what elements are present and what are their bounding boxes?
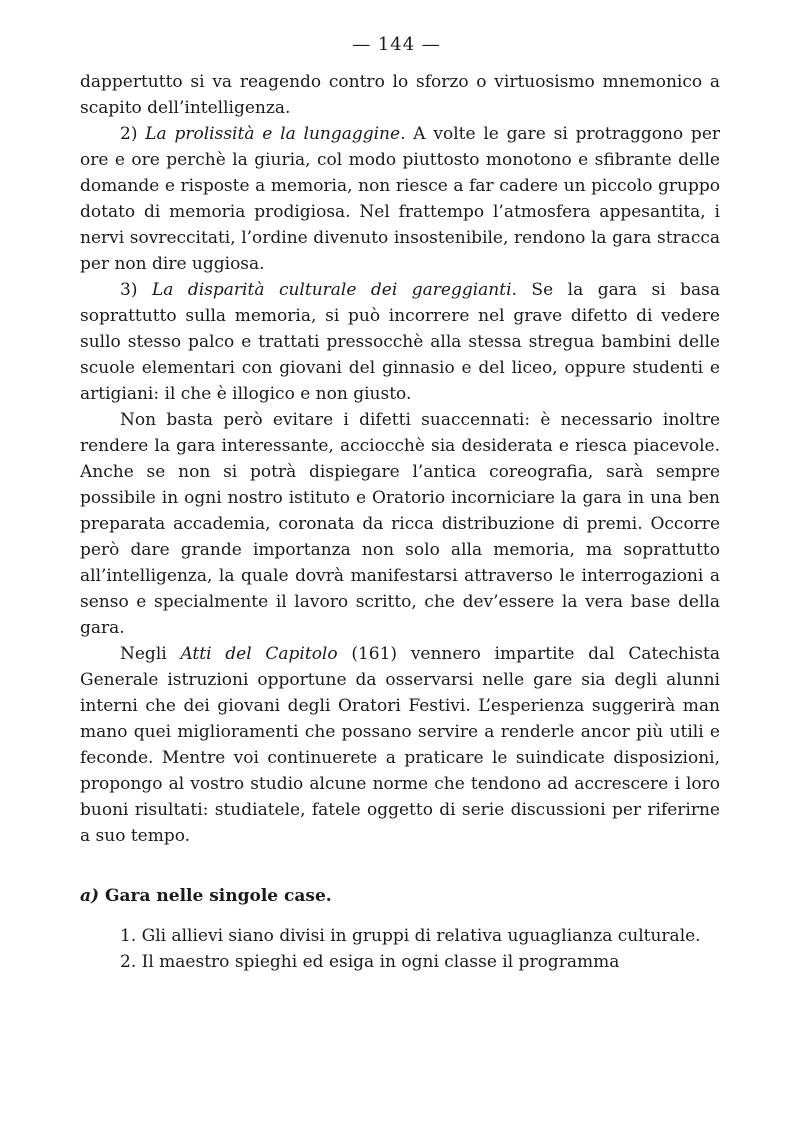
paragraph-title-italic: La disparità culturale dei gareggianti. — [151, 280, 517, 300]
paragraph-continuation: dappertutto si va reagendo contro lo sforzo o virtuosismo mnemonico a scapito dell’intelligenza. — [80, 72, 720, 118]
section-title: Gara nelle singole case. — [99, 886, 332, 906]
list-item: 1. Gli allievi siano divisi in gruppi di relativa uguaglianza culturale. — [120, 926, 701, 946]
page-number: — 144 — — [352, 34, 441, 55]
body-text — [80, 69, 720, 975]
paragraph-text: Se la gara si basa soprattutto sulla memoria, si può incorrere nel grave difetto di vedere sullo stesso palco e trattati pressocchè alla stessa stregua bambini delle scuole elementari con giovani del ginnasio e del liceo, oppure studenti e artigiani: il che è illogico e non giusto. — [80, 280, 720, 404]
list-item: 2. Il maestro spieghi ed esiga in ogni classe il programma — [120, 952, 620, 972]
heading-spacer — [80, 909, 720, 923]
section-letter: a) — [80, 886, 100, 906]
citation-italic: Atti del Capitolo — [180, 644, 338, 664]
section-heading — [80, 883, 720, 909]
paragraph-text: A volte le gare si protraggono per ore e ore perchè la giuria, col modo piuttosto monotono e sfibrante delle domande e risposte a memoria, non riesce a far cadere un piccolo gruppo dotato di memoria prodigiosa. Nel frattempo l’atmosfera appesantita, i nervi sovreccitati, l’ordine divenuto insostenibile, rendono la gara stracca per non dire uggiosa. — [80, 124, 721, 274]
paragraph-non-basta: Non basta però evitare i difetti suaccennati: è necessario inoltre rendere la gara interessante, acciocchè sia desiderata e riesca piacevole. Anche se non si potrà dispiegare l’antica coreografia, sarà sempre possibile in ogni nostro istituto e Oratorio incorniciare la gara in una ben preparata accademia, coronata da ricca distribuzione di premi. Occorre però dare grande importanza non solo alla memoria, ma soprattutto all’intelligenza, la quale dovrà manifestarsi attraverso le interrogazioni a senso e specialmente il lavoro scritto, che dev’essere la vera base della gara. — [80, 410, 720, 638]
paragraph-number: 3) — [120, 280, 152, 300]
paragraph-prolissita — [80, 121, 720, 277]
paragraph-title-italic: La prolissità e la lungaggine. — [145, 124, 406, 144]
paragraph-text: Negli — [120, 644, 181, 664]
section-spacer — [80, 849, 720, 883]
paragraph-disparita — [80, 277, 720, 407]
paragraph-atti-capitolo — [80, 641, 720, 849]
paragraph-text: (161) vennero impartite dal Catechista Generale istruzioni opportune da osservarsi nelle gare sia degli alunni interni che dei giovani degli Oratori Festivi. L’esperienza suggerirà man mano quei miglioramenti che possano servire a renderle ancor più utili e feconde. Mentre voi continuerete a praticare le suindicate disposizioni, propongo al vostro studio alcune norme che tendono ad accrescere i loro buoni risultati: studiatele, fatele oggetto di serie discussioni per riferirne a suo tempo. — [80, 644, 720, 846]
paragraph-number: 2) — [120, 124, 146, 144]
